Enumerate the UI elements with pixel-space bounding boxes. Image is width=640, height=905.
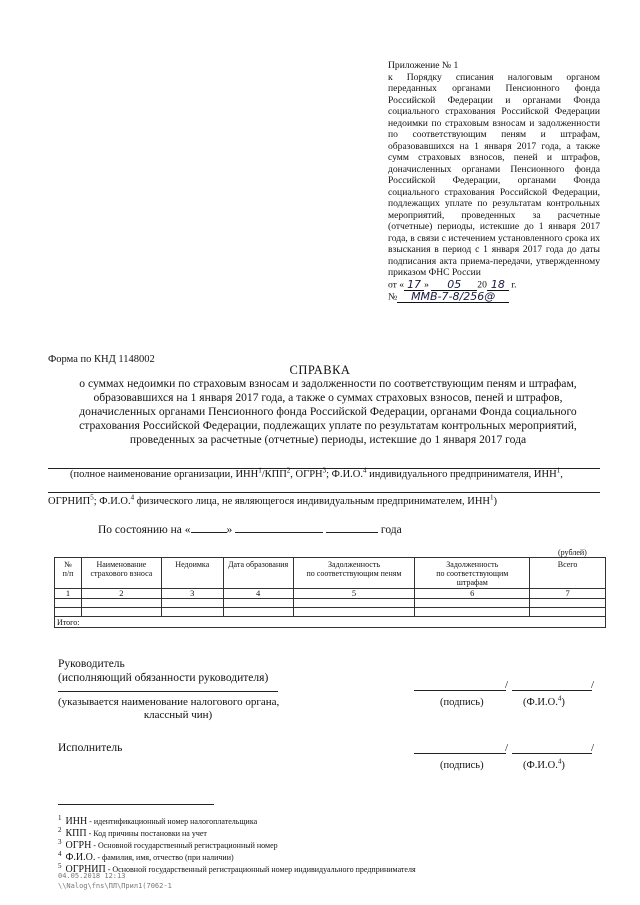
header-text: Задолженность по соответствующим пеням xyxy=(306,560,402,578)
col-header-number xyxy=(55,558,82,589)
head-fio-line xyxy=(512,690,592,691)
table-cell xyxy=(81,599,161,608)
executor-signature-caption: (подпись) xyxy=(440,760,484,771)
print-stamp-line: 04.05.2018 12:13 xyxy=(58,872,126,880)
table-cell xyxy=(293,599,415,608)
as-of-quote: » xyxy=(226,524,233,536)
arrears-table xyxy=(54,557,606,628)
footnote-text: - Основной государственный регистрационный номер xyxy=(91,841,278,850)
as-of-day-blank[interactable] xyxy=(191,522,227,533)
date-year: 18 xyxy=(487,279,509,291)
appendix-block xyxy=(388,60,600,303)
table-header-row xyxy=(55,558,606,589)
order-number-value: ММВ-7-8/256@ xyxy=(397,291,509,303)
date-suffix: г. xyxy=(511,279,517,290)
document-title: СПРАВКА xyxy=(289,363,351,377)
org-cap-text: индивидуального предпринимателя, ИНН xyxy=(366,469,557,480)
col-header-total xyxy=(530,558,606,589)
as-of-year-blank[interactable] xyxy=(326,522,378,533)
footnote-separator xyxy=(58,804,214,805)
org-caption-line-1 xyxy=(70,466,563,480)
print-stamp-line: \\Nalog\fns\ПЛ\Прил1(7062-1 xyxy=(58,882,172,890)
footnote-ref: 4 xyxy=(130,493,135,502)
footnote-abbr: ИНН xyxy=(65,816,88,827)
executor-fio-caption xyxy=(523,757,565,771)
header-text: Всего xyxy=(557,560,578,569)
footnote-text: - фамилия, имя, отчество (при наличии) xyxy=(95,853,234,862)
date-mid: » xyxy=(424,279,429,290)
footnote-abbr: ОГРНИП xyxy=(65,864,106,875)
footnote-ref: 1 xyxy=(490,493,494,502)
footnote-item xyxy=(58,840,416,852)
org-cap-text: /КПП xyxy=(261,469,287,480)
footnote-text: - Основной государственный регистрационный номер индивидуального предпринимателя xyxy=(105,865,416,874)
table-cell xyxy=(530,608,606,617)
print-stamp xyxy=(58,871,172,891)
table-cell xyxy=(530,599,606,608)
table-cell xyxy=(415,608,530,617)
as-of-label: По состоянию на « xyxy=(98,524,191,536)
footnote-text: - Код причины постановки на учет xyxy=(86,829,207,838)
footnote-number: 2 xyxy=(58,826,62,835)
executor-signature-line xyxy=(414,753,506,754)
date-day: 17 xyxy=(404,279,424,291)
footnote-number: 5 xyxy=(58,862,62,871)
executor-label: Исполнитель xyxy=(58,742,123,754)
table-cell xyxy=(161,599,223,608)
footnote-item xyxy=(58,816,416,828)
fio-close: ) xyxy=(561,760,565,771)
signature-slash: / xyxy=(591,742,595,754)
column-number: 2 xyxy=(81,589,161,599)
table-total-row xyxy=(55,617,606,628)
signature-slash: / xyxy=(591,679,595,691)
footnote-abbr: КПП xyxy=(65,828,87,839)
head-org-caption-2: классный чин) xyxy=(143,709,213,721)
col-header-arrears xyxy=(161,558,223,589)
as-of-date xyxy=(98,522,402,536)
header-text: № п/п xyxy=(62,560,74,578)
order-date xyxy=(388,279,600,291)
col-header-date xyxy=(223,558,293,589)
as-of-month-blank[interactable] xyxy=(235,522,323,533)
form-code: Форма по КНД 1148002 xyxy=(48,354,155,365)
as-of-year-label: года xyxy=(380,524,402,536)
head-label-line-1: Руководитель xyxy=(58,658,125,670)
org-cap-text: ) xyxy=(493,496,497,507)
head-fio-caption xyxy=(523,694,565,708)
column-number: 5 xyxy=(293,589,415,599)
footnote-text: - идентификационный номер налогоплательщика xyxy=(87,817,258,826)
date-year-prefix: 20 xyxy=(477,279,487,290)
footnote-ref: 1 xyxy=(258,466,262,475)
footnote-abbr: Ф.И.О. xyxy=(65,852,96,863)
fio-text: (Ф.И.О. xyxy=(523,760,558,771)
column-number: 1 xyxy=(55,589,82,599)
org-cap-text: ОГРНИП xyxy=(48,496,91,507)
footnote-number: 4 xyxy=(58,850,62,859)
col-header-contribution xyxy=(81,558,161,589)
org-cap-text: ; Ф.И.О. xyxy=(326,469,364,480)
table-cell xyxy=(81,608,161,617)
footnote-item xyxy=(58,852,416,864)
head-org-line xyxy=(58,691,278,692)
header-text: Недоимка xyxy=(175,560,210,569)
table-cell xyxy=(55,608,82,617)
table-cell xyxy=(161,608,223,617)
signature-slash: / xyxy=(505,742,509,754)
org-cap-text: физического лица, не являющегося индивидуальным предпринимателем, ИНН xyxy=(134,496,490,507)
col-header-penalties xyxy=(293,558,415,589)
header-text: Дата образования xyxy=(228,560,289,569)
date-prefix: от « xyxy=(388,279,405,290)
org-cap-text: , xyxy=(560,469,563,480)
head-label xyxy=(58,657,268,685)
footnote-ref: 2 xyxy=(286,466,291,475)
table-row xyxy=(55,608,606,617)
table-cell xyxy=(55,599,82,608)
footnote-ref: 1 xyxy=(556,466,561,475)
order-number xyxy=(388,291,600,303)
number-prefix: № xyxy=(388,291,398,302)
column-number: 7 xyxy=(530,589,606,599)
total-label: Итого: xyxy=(55,617,606,628)
appendix-text: к Порядку списания налоговым органом переданных органами Пенсионного фонда Российской Федерации и органами Фонда социального страхования Российской Федерации недоимки по страховым взносам и задолженности по соответствующим пеням и штрафам, образовавшихся на 1 января 2017 года, а также сумм страховых взносов, пеней и штрафов, доначисленных органами Пенсионного фонда Российской Федерации, органами Фонда социального страхования Российской Федерации, подлежащих уплате по результатам контрольных мероприятий, проведенных за расчетные (отчетные) периоды, истекшие до 1 января 2017 года, в связи с истечением установленного срока их взыскания в период с 1 января 2017 года до даты подписания акта приема-передачи, утвержденному приказом ФНС России xyxy=(388,71,600,278)
head-signature-caption: (подпись) xyxy=(440,697,484,708)
table-cell xyxy=(223,599,293,608)
fio-close: ) xyxy=(561,697,565,708)
header-text: Наименование страхового взноса xyxy=(90,560,153,578)
footnote-ref: 4 xyxy=(557,757,562,766)
head-org-caption xyxy=(58,696,298,722)
head-label-line-2: (исполняющий обязанности руководителя) xyxy=(58,672,269,684)
footnote-abbr: ОГРН xyxy=(65,840,92,851)
appendix-title: Приложение № 1 xyxy=(388,60,459,71)
column-number: 3 xyxy=(161,589,223,599)
footnote-ref: 5 xyxy=(90,493,94,502)
footnote-number: 1 xyxy=(58,814,62,823)
footnote-number: 3 xyxy=(58,838,62,847)
head-org-caption-1: (указывается наименование налогового органа, xyxy=(58,696,280,708)
footnote-item xyxy=(58,828,416,840)
date-month: 05 xyxy=(431,279,477,291)
document-subtitle: о суммах недоимки по страховым взносам и задолженности по соответствующим пеням и штрафам, образовавшихся на 1 января 2017 года, а также о суммах страховых взносов, пеней и штрафов, доначисленных органами Пенсионного фонда Российской Федерации, органами Фонда социального страхования Российской Федерации, подлежащих уплате по результатам контрольных мероприятий, проведенных за расчетные (отчетные) периоды, истекшие до 1 января 2017 года xyxy=(79,377,577,446)
table-cell xyxy=(293,608,415,617)
footnotes xyxy=(58,816,416,876)
table-cell xyxy=(415,599,530,608)
executor-fio-line xyxy=(512,753,592,754)
table-cell xyxy=(223,608,293,617)
org-cap-text: ; Ф.И.О. xyxy=(93,496,131,507)
org-cap-text: , ОГРН xyxy=(290,469,323,480)
fio-text: (Ф.И.О. xyxy=(523,697,558,708)
footnote-ref: 4 xyxy=(557,694,562,703)
org-caption-line-2 xyxy=(48,493,497,507)
footnote-ref: 3 xyxy=(322,466,327,475)
currency-note: (рублей) xyxy=(558,548,587,557)
org-cap-text: (полное наименование организации, ИНН xyxy=(70,469,259,480)
col-header-fines xyxy=(415,558,530,589)
header-text: Задолженность по соответствующим штрафам xyxy=(436,560,509,587)
signature-slash: / xyxy=(505,679,509,691)
column-number: 6 xyxy=(415,589,530,599)
table-row xyxy=(55,599,606,608)
column-number-row xyxy=(55,589,606,599)
head-signature-line xyxy=(414,690,506,691)
footnote-ref: 4 xyxy=(363,466,367,475)
column-number: 4 xyxy=(223,589,293,599)
